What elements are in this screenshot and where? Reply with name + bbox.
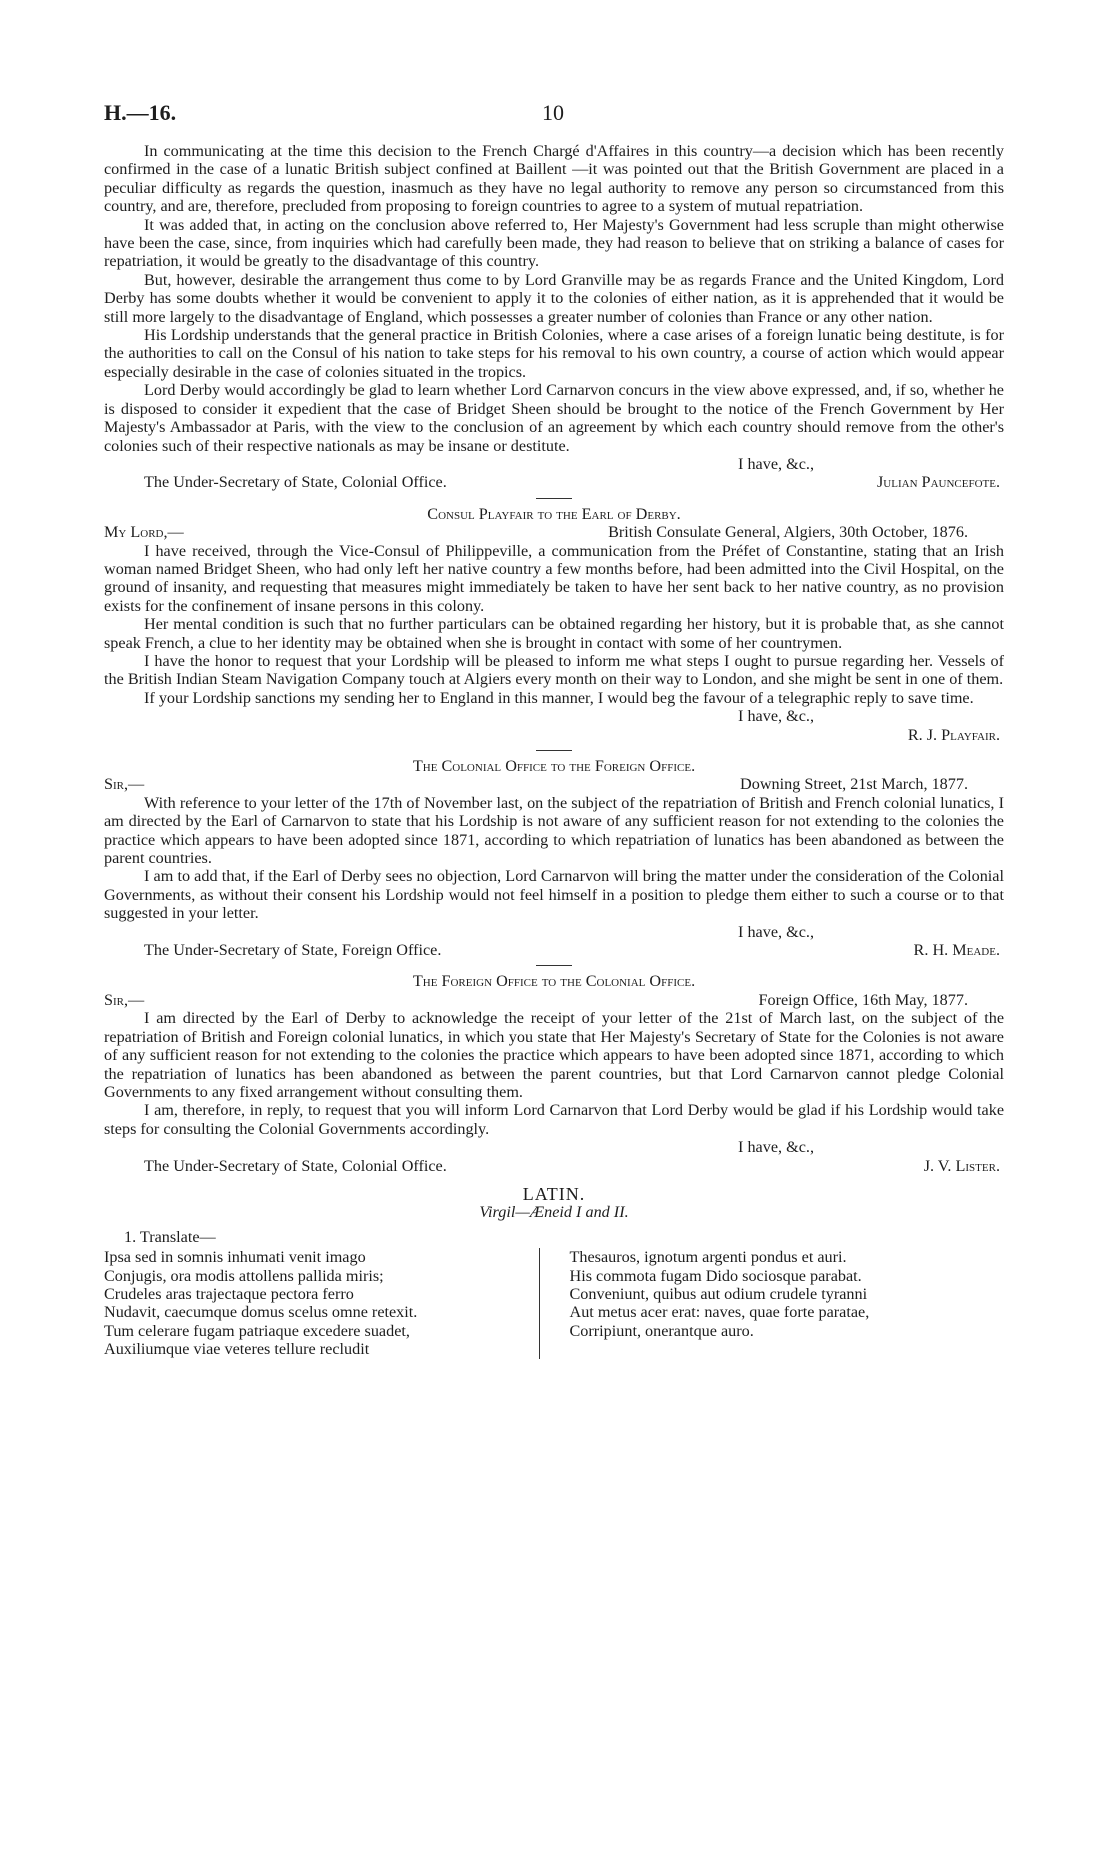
- document-body: [104, 142, 1004, 1359]
- signature: J. V. Lister.: [923, 1156, 1000, 1175]
- verse-line: Aut metus acer erat: naves, quae forte paratae,: [569, 1303, 870, 1322]
- verse-line: Corripiunt, onerantque auro.: [569, 1321, 754, 1340]
- paragraph: Lord Derby would accordingly be glad to learn whether Lord Carnarvon concurs in the view above expressed, and, if so, whether he is disposed to consider it expedient that the case of Bridget Sheen should be brought to the notice of the French Government by Her Majesty's Ambassador at Paris, with the view to the conclusion of an agreement by which each country should remove from the other's colonies such of their respective nationals as may be insane or destitute.: [104, 381, 1004, 455]
- paragraph: If your Lordship sanctions my sending her to England in this manner, I would beg the favour of a telegraphic reply to save time.: [144, 688, 974, 707]
- salutation-row: [104, 991, 1004, 1009]
- verse-line: Conveniunt, quibus aut odium crudele tyranni: [569, 1284, 868, 1303]
- paragraph: I have the honor to request that your Lordship will be pleased to inform me what steps I ought to pursue regarding her. Vessels of the British Indian Steam Navigation Company touch at Algiers every month on their way to London, and she might be sent in one of them.: [104, 651, 1004, 689]
- paragraph: I am to add that, if the Earl of Derby sees no objection, Lord Carnarvon will bring the matter under the consideration of the Colonial Governments, as without their consent his Lordship would not feel himself in a position to pledge them either to such a course or to that suggested in your letter.: [104, 867, 1004, 923]
- signature: R. H. Meade.: [913, 941, 1000, 960]
- letter-heading: The Colonial Office to the Foreign Office.: [412, 757, 696, 775]
- salutation: My Lord,—: [104, 523, 184, 542]
- letter-heading: Consul Playfair to the Earl of Derby.: [427, 504, 681, 523]
- salutation: Sir,—: [104, 775, 145, 794]
- page-number: 10: [542, 100, 564, 125]
- paragraph: With reference to your letter of the 17th of November last, on the subject of the repatriation of British and French colonial lunatics, I am directed by the Earl of Carnarvon to state that his Lordship is not aware of any sufficient reason for not extending to the colonies the practice which appears to have been adopted since 1871, according to which repatriation of lunatics has been abandoned as between the parent countries.: [104, 793, 1004, 868]
- signature: Julian Pauncefote.: [877, 473, 1000, 492]
- verse-line: Auxiliumque viae veteres tellure recludit: [104, 1340, 370, 1359]
- paragraph: I am, therefore, in reply, to request that you will inform Lord Carnarvon that Lord Derby would be glad if his Lordship would take steps for consulting the Colonial Governments accordingly.: [104, 1101, 1004, 1138]
- salutation-row: [104, 775, 1004, 793]
- letter-closing: I have, &c.,: [738, 454, 814, 473]
- divider: [536, 750, 572, 751]
- place-date: British Consulate General, Algiers, 30th October, 1876.: [608, 523, 968, 542]
- place-date: Foreign Office, 16th May, 1877.: [758, 990, 968, 1009]
- letter-footer: [104, 941, 1004, 959]
- document-page: [104, 92, 1004, 1359]
- verse-line: Crudeles aras trajectaque pectora ferro: [104, 1284, 354, 1303]
- paragraph: I am directed by the Earl of Derby to acknowledge the receipt of your letter of the 21st of March last, on the subject of the repatriation of British and Foreign colonial lunatics, in which you state that Her Majesty's Secretary of State for the Colonies is not aware of any sufficient reason for not extending to the colonies the practice which appears to have been adopted since 1871, according to which the repatriation of lunatics has been abandoned as between the parent countries, but that Lord Carnarvon cannot pledge Colonial Governments to any fixed arrangement without consulting them.: [104, 1009, 1004, 1101]
- verse-column-right: [539, 1248, 1005, 1358]
- letter-heading: The Foreign Office to the Colonial Office.: [412, 972, 696, 991]
- divider: [536, 965, 572, 966]
- letter-closing: I have, &c.,: [738, 1138, 814, 1157]
- letter-footer: [104, 1157, 1004, 1175]
- place-date: Downing Street, 21st March, 1877.: [740, 775, 968, 794]
- section-subtitle: Virgil—Æneid I and II.: [479, 1203, 629, 1222]
- verse-line: Tum celerare fugam patriaque excedere suadet,: [104, 1321, 410, 1340]
- paragraph: I have received, through the Vice-Consul of Philippeville, a communication from the Préfet of Constantine, stating that an Irish woman named Bridget Sheen, who had only left her native country a few months before, had been admitted into the Civil Hospital, on the ground of insanity, and requesting that measures might immediately be taken to have her sent back to her native country, as no provision exists for the confinement of insane persons in this colony.: [104, 541, 1004, 615]
- signature: R. J. Playfair.: [907, 725, 1000, 744]
- section-title: LATIN.: [522, 1183, 586, 1204]
- addressee: The Under-Secretary of State, Foreign Office.: [144, 941, 442, 960]
- verse-line: Conjugis, ora modis attollens pallida miris;: [104, 1266, 384, 1285]
- page-header: [104, 92, 1004, 132]
- paragraph: Her mental condition is such that no further particulars can be obtained regarding her history, but it is probable that, as she cannot speak French, a clue to her identity may be obtained when she is brought in contact with some of her countrymen.: [104, 615, 1004, 652]
- question-instruction: 1. Translate—: [124, 1227, 216, 1246]
- salutation: Sir,—: [104, 990, 145, 1009]
- paragraph: But, however, desirable the arrangement thus come to by Lord Granville may be as regards France and the United Kingdom, Lord Derby has some doubts whether it would be convenient to apply it to the colonies of either nation, as it is apprehended that it would be still more largely to the disadvantage of England, which possesses a greater number of colonies than France or any other nation.: [104, 270, 1004, 326]
- document-reference: H.—16.: [104, 100, 177, 125]
- addressee: The Under-Secretary of State, Colonial Office.: [144, 1156, 447, 1175]
- verse-line: Nudavit, caecumque domus scelus omne retexit.: [104, 1303, 418, 1322]
- verse-column-left: [104, 1248, 539, 1358]
- paragraph: It was added that, in acting on the conclusion above referred to, Her Majesty's Government had less scruple than might otherwise have been the case, since, from inquiries which had carefully been made, they had reason to believe that on striking a balance of cases for repatriation, it would be greatly to the disadvantage of this country.: [104, 215, 1004, 271]
- verse-line: His commota fugam Dido sociosque parabat.: [569, 1266, 862, 1285]
- salutation-row: [104, 523, 1004, 541]
- paragraph: In communicating at the time this decision to the French Chargé d'Affaires in this country—a decision which has been recently confirmed in the case of a lunatic British subject confined at Baillent —it was pointed out that the British Government are placed in a peculiar difficulty as regards the question, inasmuch as they have no legal authority to remove any person so circumstanced from this country, and are, therefore, precluded from proposing to foreign countries to agree to a system of mutual repatriation.: [104, 142, 1004, 216]
- letter-closing: I have, &c.,: [738, 922, 814, 941]
- divider: [536, 498, 572, 499]
- verse-line: Ipsa sed in somnis inhumati venit imago: [104, 1248, 366, 1267]
- letter-closing: I have, &c.,: [738, 707, 814, 726]
- paragraph: His Lordship understands that the general practice in British Colonies, where a case arises of a foreign lunatic being destitute, is for the authorities to call on the Consul of his nation to take steps for his removal to his own country, a course of action which would appear especially desirable in the case of colonies situated in the tropics.: [104, 326, 1004, 381]
- letter-footer: [104, 473, 1004, 491]
- addressee: The Under-Secretary of State, Colonial Office.: [144, 473, 447, 492]
- verse-block: [104, 1248, 1004, 1358]
- verse-line: Thesauros, ignotum argenti pondus et auri.: [569, 1248, 847, 1267]
